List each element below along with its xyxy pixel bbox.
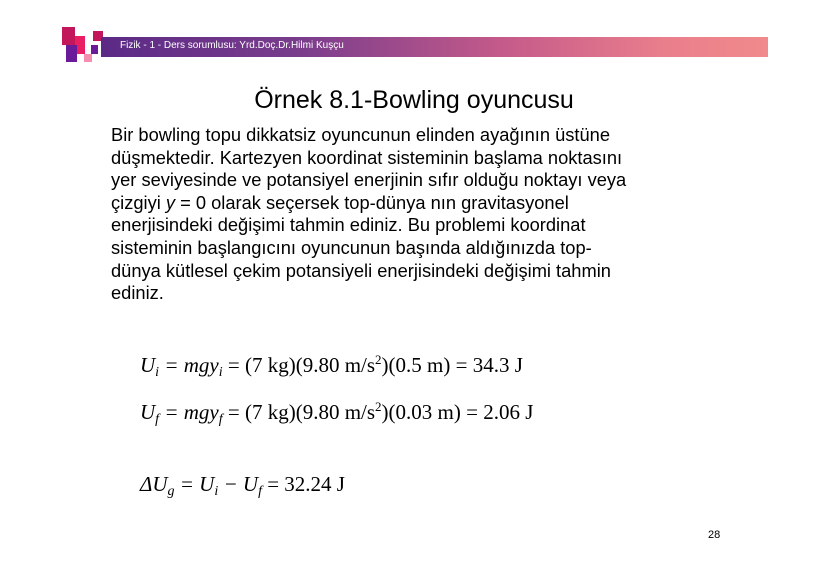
eq-term: = mgy <box>164 400 219 424</box>
paragraph-line: sisteminin başlangıcını oyuncunun başında aldığınızda top- <box>111 236 592 258</box>
logo-square-3 <box>66 45 77 62</box>
variable-y: y <box>165 191 176 213</box>
paragraph-line: dünya kütlesel çekim potansiyeli enerjisindeki değişimi tahmin <box>111 259 611 281</box>
header-text: Fizik - 1 - Ders sorumlusu: Yrd.Doç.Dr.Hilmi Kuşçu <box>120 40 344 51</box>
logo-square-4 <box>84 54 92 62</box>
eq-term: = U <box>179 472 215 496</box>
paragraph-line: enerjisindeki değişimi tahmin ediniz. Bu problemi koordinat <box>111 214 586 236</box>
eq-subscript: i <box>155 365 160 380</box>
eq-symbol: U <box>140 400 156 424</box>
paragraph-text: = 0 olarak seçersek top-dünya nın gravitasyonel <box>175 191 569 213</box>
logo-square-1 <box>62 27 75 45</box>
paragraph-text: çizgiyi <box>111 191 161 213</box>
logo-square-6 <box>91 45 98 54</box>
eq-subscript: f <box>258 484 262 499</box>
eq-rhs: )(0.03 m) = 2.06 J <box>381 400 534 424</box>
page-number: 28 <box>708 529 721 541</box>
eq-subscript: f <box>218 412 223 427</box>
eq-rhs: )(0.5 m) = 34.3 J <box>381 353 523 377</box>
equation-final-energy <box>140 399 533 428</box>
paragraph-line: ediniz. <box>111 282 164 304</box>
paragraph-line: yer seviyesinde ve potansiyel enerjinin sıfır olduğu noktayı veya <box>111 169 627 191</box>
eq-subscript: i <box>214 484 219 499</box>
equation-initial-energy <box>140 352 523 381</box>
eq-term: = mgy <box>164 353 219 377</box>
paragraph-line: düşmektedir. Kartezyen koordinat sisteminin başlama noktasını <box>111 146 623 168</box>
eq-superscript: 2 <box>375 399 382 414</box>
eq-rhs: = 32.24 J <box>261 472 345 496</box>
eq-subscript: g <box>167 484 175 499</box>
slide-title: Örnek 8.1-Bowling oyuncusu <box>254 86 574 114</box>
equation-energy-change <box>140 472 345 500</box>
paragraph-line: Bir bowling topu dikkatsiz oyuncunun elinden ayağının üstüne <box>111 124 611 145</box>
eq-term: − U <box>218 472 259 496</box>
paragraph-line <box>111 192 761 215</box>
eq-subscript: f <box>155 412 160 427</box>
eq-superscript: 2 <box>375 352 382 367</box>
eq-subscript: i <box>218 365 223 380</box>
eq-rhs: = (7 kg)(9.80 m/s <box>227 400 376 424</box>
eq-symbol: ΔU <box>140 472 168 496</box>
eq-rhs: = (7 kg)(9.80 m/s <box>227 353 376 377</box>
eq-symbol: U <box>140 353 156 377</box>
problem-paragraph <box>111 124 761 305</box>
